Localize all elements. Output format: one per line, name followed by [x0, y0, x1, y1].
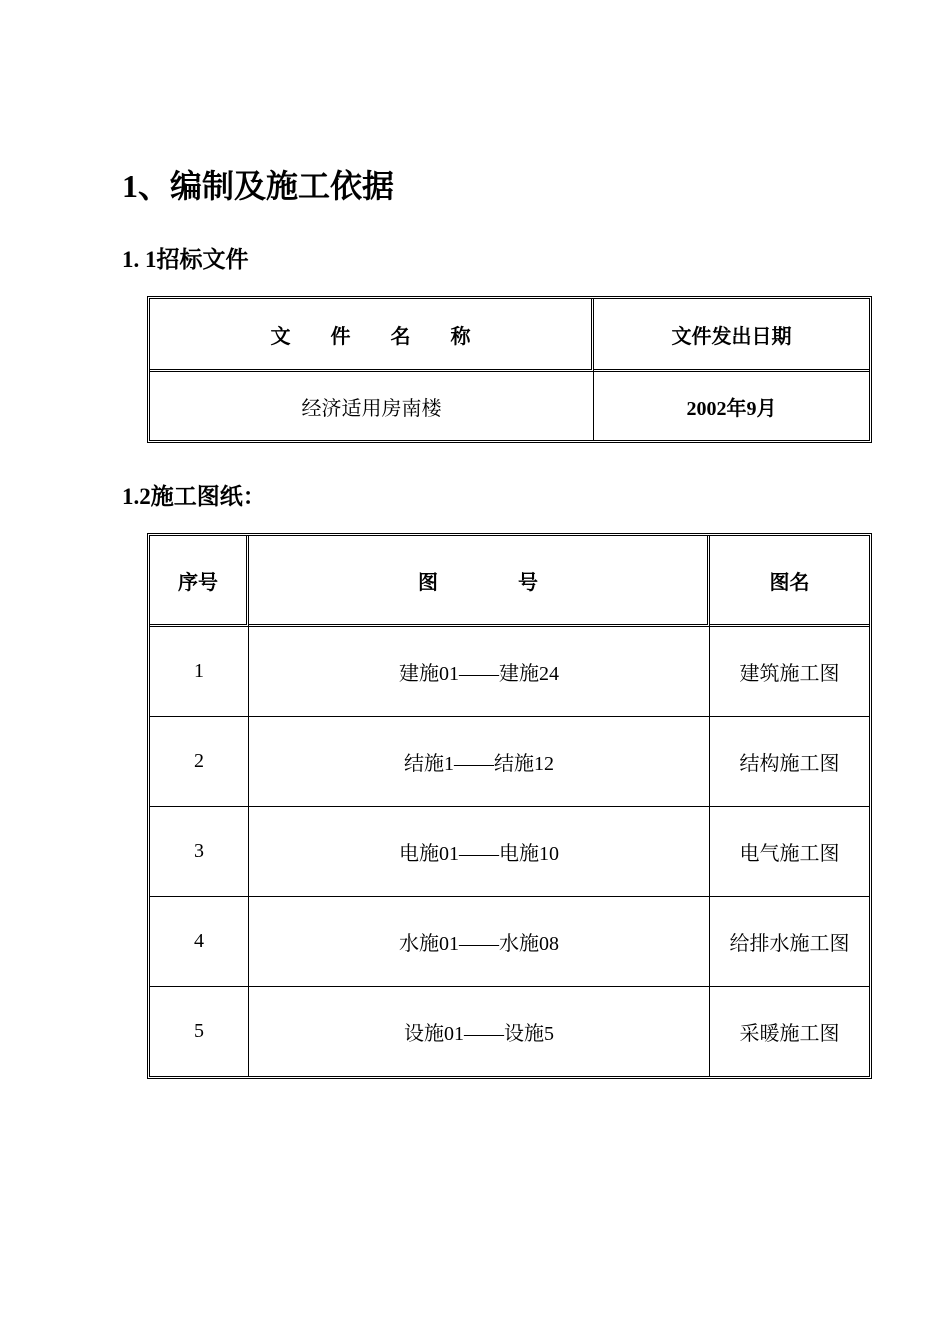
page-title: 1、编制及施工依据: [122, 168, 395, 204]
cell-drawing-number: 结施1——结施12: [249, 717, 710, 807]
cell-drawing-number: 建施01——建施24: [249, 627, 710, 717]
table-row: [150, 717, 869, 807]
section-title-drawings: 1.2施工图纸：: [122, 484, 266, 509]
table-header-row: [150, 299, 869, 372]
table-row: [150, 627, 869, 717]
cell-serial-number: 5: [150, 987, 249, 1076]
cell-serial-number: 1: [150, 627, 249, 717]
cell-drawing-name: 结构施工图: [710, 717, 869, 807]
table-row: [150, 897, 869, 987]
table-row: [150, 807, 869, 897]
header-issue-date: 文件发出日期: [594, 299, 869, 372]
cell-serial-number: 4: [150, 897, 249, 987]
table-header-row: [150, 536, 869, 627]
header-document-name: 文 件 名 称: [150, 299, 594, 372]
cell-drawing-name: 电气施工图: [710, 807, 869, 897]
cell-drawing-name: 给排水施工图: [710, 897, 869, 987]
bid-documents-table: [147, 296, 872, 443]
cell-document-name: 经济适用房南楼: [150, 372, 594, 440]
cell-drawing-name: 建筑施工图: [710, 627, 869, 717]
header-drawing-name: 图名: [710, 536, 869, 627]
table-row: [150, 987, 869, 1076]
drawings-table: [147, 533, 872, 1079]
cell-serial-number: 3: [150, 807, 249, 897]
section-title-bid-documents: 1. 1招标文件: [122, 247, 249, 272]
cell-serial-number: 2: [150, 717, 249, 807]
cell-drawing-number: 设施01——设施5: [249, 987, 710, 1076]
cell-drawing-number: 电施01——电施10: [249, 807, 710, 897]
cell-issue-date: 2002年9月: [686, 397, 777, 420]
cell-drawing-number: 水施01——水施08: [249, 897, 710, 987]
table-row: [150, 372, 869, 440]
header-drawing-number: 图 号: [249, 536, 710, 627]
header-serial-number: 序号: [150, 536, 249, 627]
cell-drawing-name: 采暖施工图: [739, 1023, 840, 1045]
